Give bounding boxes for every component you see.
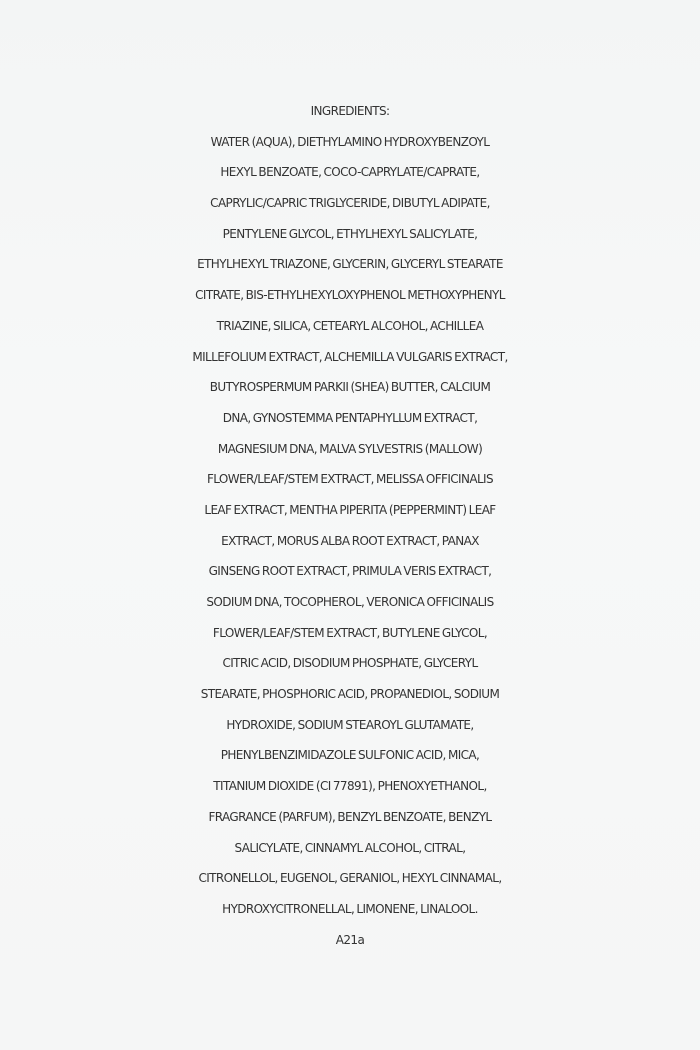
ingredient-line: FLOWER/LEAF/STEM EXTRACT, MELISSA OFFICINALIS <box>206 472 494 487</box>
ingredient-line: FRAGRANCE (PARFUM), BENZYL BENZOATE, BENZYL <box>208 809 492 824</box>
ingredient-line: PENTYLENE GLYCOL, ETHYLHEXYL SALICYLATE, <box>222 226 478 241</box>
ingredient-line: TRIAZINE, SILICA, CETEARYL ALCOHOL, ACHILLEA <box>216 318 484 333</box>
ingredient-line: STEARATE, PHOSPHORIC ACID, PROPANEDIOL, SODIUM <box>200 687 500 702</box>
ingredient-line: MILLEFOLIUM EXTRACT, ALCHEMILLA VULGARIS EXTRACT, <box>192 349 508 364</box>
ingredient-line: GINSENG ROOT EXTRACT, PRIMULA VERIS EXTRACT, <box>208 564 492 579</box>
ingredient-line: TITANIUM DIOXIDE (CI 77891), PHENOXYETHANOL, <box>213 779 487 794</box>
ingredient-line: HYDROXYCITRONELLAL, LIMONENE, LINALOOL. <box>222 901 478 916</box>
ingredient-line: HYDROXIDE, SODIUM STEAROYL GLUTAMATE, <box>226 717 474 732</box>
ingredient-line: CITRONELLOL, EUGENOL, GERANIOL, HEXYL CINNAMAL, <box>198 871 502 886</box>
ingredient-line: WATER (AQUA), DIETHYLAMINO HYDROXYBENZOYL <box>210 134 490 149</box>
ingredient-line: SODIUM DNA, TOCOPHEROL, VERONICA OFFICINALIS <box>206 595 494 609</box>
ingredient-line: HEXYL BENZOATE, COCO-CAPRYLATE/CAPRATE, <box>220 165 480 180</box>
ingredient-line: FLOWER/LEAF/STEM EXTRACT, BUTYLENE GLYCOL, <box>212 625 488 640</box>
ingredients-block <box>0 96 700 955</box>
ingredient-line: ETHYLHEXYL TRIAZONE, GLYCERIN, GLYCERYL STEARATE <box>197 257 503 272</box>
ingredient-line: LEAF EXTRACT, MENTHA PIPERITA (PEPPERMINT) LEAF <box>204 502 496 517</box>
ingredient-line: CITRATE, BIS-ETHYLHEXYLOXYPHENOL METHOXYPHENYL <box>195 288 505 303</box>
ingredient-line: EXTRACT, MORUS ALBA ROOT EXTRACT, PANAX <box>221 533 479 548</box>
ingredient-line: BUTYROSPERMUM PARKII (SHEA) BUTTER, CALCIUM <box>209 380 491 395</box>
ingredient-line: PHENYLBENZIMIDAZOLE SULFONIC ACID, MICA, <box>220 748 480 763</box>
ingredients-heading: INGREDIENTS: <box>310 104 390 118</box>
ingredient-line: DNA, GYNOSTEMMA PENTAPHYLLUM EXTRACT, <box>222 410 478 425</box>
ingredient-line: CAPRYLIC/CAPRIC TRIGLYCERIDE, DIBUTYL ADIPATE, <box>210 196 490 211</box>
ingredient-line: MAGNESIUM DNA, MALVA SYLVESTRIS (MALLOW) <box>217 441 483 456</box>
batch-code: A21a <box>335 932 365 947</box>
ingredient-line: SALICYLATE, CINNAMYL ALCOHOL, CITRAL, <box>234 840 466 855</box>
ingredient-line: CITRIC ACID, DISODIUM PHOSPHATE, GLYCERYL <box>222 656 478 671</box>
